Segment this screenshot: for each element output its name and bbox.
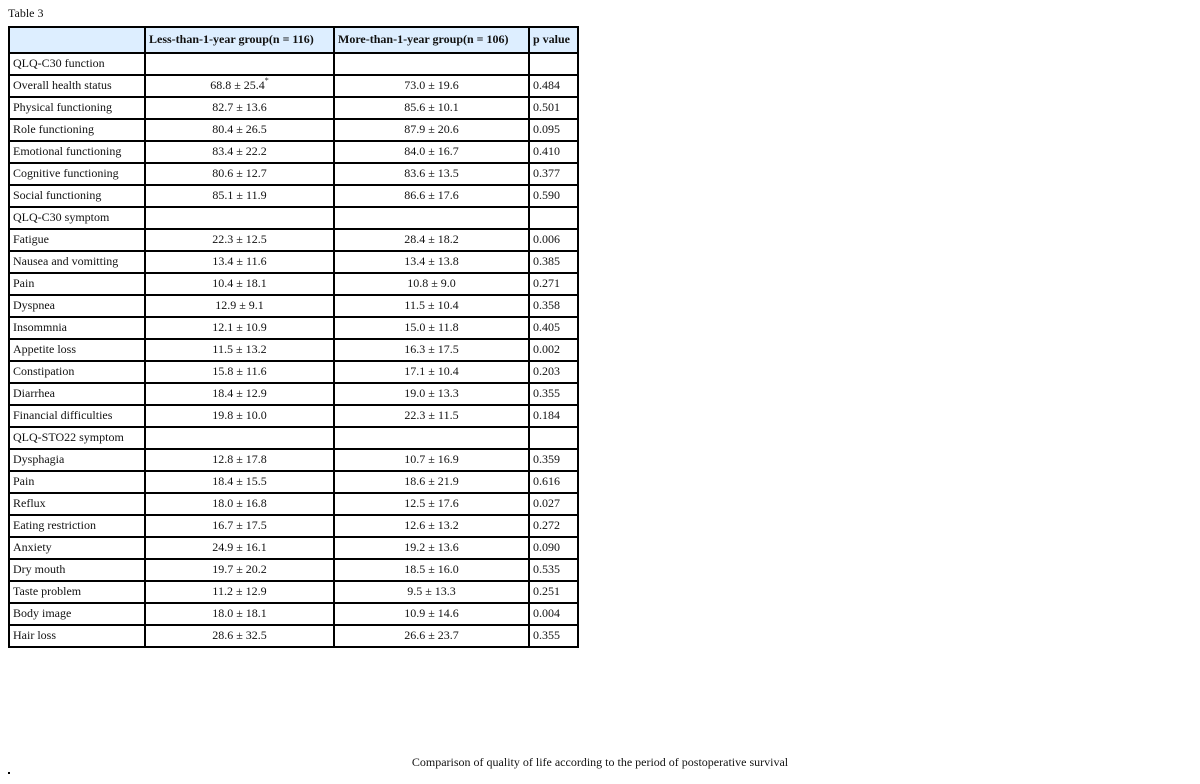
- value-text: 11.5 ± 13.2: [212, 341, 267, 356]
- less-than-1-year-value: [145, 273, 334, 295]
- section-row: [9, 427, 578, 449]
- row-label: Emotional functioning: [9, 141, 145, 163]
- row-label: Cognitive functioning: [9, 163, 145, 185]
- value-text: 22.3 ± 12.5: [212, 231, 267, 246]
- less-than-1-year-value: [145, 603, 334, 625]
- p-value: 0.616: [529, 471, 578, 493]
- row-label: Appetite loss: [9, 339, 145, 361]
- p-value: 0.410: [529, 141, 578, 163]
- table-row: [9, 537, 578, 559]
- less-than-1-year-value: [145, 449, 334, 471]
- table-row: [9, 559, 578, 581]
- p-value: 0.027: [529, 493, 578, 515]
- table-row: [9, 97, 578, 119]
- header-cell-less-than-1-year: Less-than-1-year group(n = 116): [145, 27, 334, 53]
- p-value: 0.535: [529, 559, 578, 581]
- table-row: [9, 229, 578, 251]
- header-cell-more-than-1-year: More-than-1-year group(n = 106): [334, 27, 529, 53]
- value-text: 18.4 ± 12.9: [212, 385, 267, 400]
- section-label: QLQ-C30 symptom: [9, 207, 145, 229]
- less-than-1-year-value: [145, 339, 334, 361]
- more-than-1-year-value: 22.3 ± 11.5: [334, 405, 529, 427]
- more-than-1-year-value: 19.0 ± 13.3: [334, 383, 529, 405]
- less-than-1-year-value: [145, 207, 334, 229]
- p-value: 0.184: [529, 405, 578, 427]
- less-than-1-year-value: [145, 559, 334, 581]
- less-than-1-year-value: [145, 295, 334, 317]
- p-value: 0.359: [529, 449, 578, 471]
- table-caption: Comparison of quality of life according to the period of postoperative survival: [411, 755, 789, 769]
- value-text: 15.8 ± 11.6: [212, 363, 267, 378]
- less-than-1-year-value: [145, 427, 334, 449]
- value-text: 11.2 ± 12.9: [212, 583, 267, 598]
- more-than-1-year-value: 86.6 ± 17.6: [334, 185, 529, 207]
- value-text: 83.4 ± 22.2: [212, 143, 267, 158]
- table-row: [9, 273, 578, 295]
- table-body: [9, 53, 578, 647]
- p-value: 0.006: [529, 229, 578, 251]
- p-value: 0.501: [529, 97, 578, 119]
- less-than-1-year-value: [145, 141, 334, 163]
- row-label: Eating restriction: [9, 515, 145, 537]
- p-value: 0.272: [529, 515, 578, 537]
- value-text: 16.7 ± 17.5: [212, 517, 267, 532]
- less-than-1-year-value: [145, 493, 334, 515]
- p-value: 0.090: [529, 537, 578, 559]
- row-label: Overall health status: [9, 75, 145, 97]
- table-row: [9, 471, 578, 493]
- table-row: [9, 603, 578, 625]
- value-text: 12.8 ± 17.8: [212, 451, 267, 466]
- table-row: [9, 493, 578, 515]
- row-label: Reflux: [9, 493, 145, 515]
- stray-dot: [8, 772, 10, 774]
- header-row: [9, 27, 578, 53]
- p-value: 0.355: [529, 625, 578, 647]
- p-value: 0.484: [529, 75, 578, 97]
- more-than-1-year-value: 87.9 ± 20.6: [334, 119, 529, 141]
- p-value: 0.002: [529, 339, 578, 361]
- footnote-mark: *: [264, 75, 269, 85]
- row-label: Dysphagia: [9, 449, 145, 471]
- value-text: 80.6 ± 12.7: [212, 165, 267, 180]
- table-row: [9, 361, 578, 383]
- less-than-1-year-value: [145, 53, 334, 75]
- table-row: [9, 515, 578, 537]
- p-value: 0.405: [529, 317, 578, 339]
- less-than-1-year-value: [145, 383, 334, 405]
- more-than-1-year-value: 10.8 ± 9.0: [334, 273, 529, 295]
- more-than-1-year-value: 83.6 ± 13.5: [334, 163, 529, 185]
- value-text: 18.0 ± 18.1: [212, 605, 267, 620]
- table-row: [9, 339, 578, 361]
- less-than-1-year-value: [145, 471, 334, 493]
- table-row: [9, 75, 578, 97]
- p-value: [529, 427, 578, 449]
- value-text: 18.4 ± 15.5: [212, 473, 267, 488]
- qol-comparison-table: [8, 26, 579, 648]
- less-than-1-year-value: [145, 361, 334, 383]
- section-row: [9, 53, 578, 75]
- header-cell-p-value: p value: [529, 27, 578, 53]
- more-than-1-year-value: 17.1 ± 10.4: [334, 361, 529, 383]
- value-text: 85.1 ± 11.9: [212, 187, 267, 202]
- row-label: Insommnia: [9, 317, 145, 339]
- p-value: [529, 53, 578, 75]
- table-row: [9, 185, 578, 207]
- less-than-1-year-value: [145, 251, 334, 273]
- more-than-1-year-value: 11.5 ± 10.4: [334, 295, 529, 317]
- value-text: 68.8 ± 25.4: [210, 77, 265, 92]
- table-row: [9, 251, 578, 273]
- table-row: [9, 295, 578, 317]
- section-row: [9, 207, 578, 229]
- value-text: 19.7 ± 20.2: [212, 561, 267, 576]
- row-label: Hair loss: [9, 625, 145, 647]
- table-row: [9, 163, 578, 185]
- p-value: 0.590: [529, 185, 578, 207]
- table-row: [9, 141, 578, 163]
- row-label: Fatigue: [9, 229, 145, 251]
- row-label: Diarrhea: [9, 383, 145, 405]
- value-text: 19.8 ± 10.0: [212, 407, 267, 422]
- value-text: 10.4 ± 18.1: [212, 275, 267, 290]
- p-value: 0.251: [529, 581, 578, 603]
- less-than-1-year-value: [145, 537, 334, 559]
- more-than-1-year-value: 16.3 ± 17.5: [334, 339, 529, 361]
- more-than-1-year-value: 13.4 ± 13.8: [334, 251, 529, 273]
- row-label: Pain: [9, 471, 145, 493]
- row-label: Dyspnea: [9, 295, 145, 317]
- less-than-1-year-value: [145, 119, 334, 141]
- more-than-1-year-value: 18.6 ± 21.9: [334, 471, 529, 493]
- less-than-1-year-value: [145, 317, 334, 339]
- row-label: Taste problem: [9, 581, 145, 603]
- row-label: Financial difficulties: [9, 405, 145, 427]
- p-value: [529, 207, 578, 229]
- more-than-1-year-value: 73.0 ± 19.6: [334, 75, 529, 97]
- value-text: 12.9 ± 9.1: [215, 297, 264, 312]
- value-text: 82.7 ± 13.6: [212, 99, 267, 114]
- table-row: [9, 383, 578, 405]
- table-row: [9, 625, 578, 647]
- row-label: Anxiety: [9, 537, 145, 559]
- more-than-1-year-value: 10.9 ± 14.6: [334, 603, 529, 625]
- row-label: Nausea and vomitting: [9, 251, 145, 273]
- row-label: Physical functioning: [9, 97, 145, 119]
- row-label: Body image: [9, 603, 145, 625]
- p-value: 0.358: [529, 295, 578, 317]
- row-label: Constipation: [9, 361, 145, 383]
- more-than-1-year-value: [334, 427, 529, 449]
- table-row: [9, 119, 578, 141]
- p-value: 0.004: [529, 603, 578, 625]
- value-text: 18.0 ± 16.8: [212, 495, 267, 510]
- less-than-1-year-value: [145, 515, 334, 537]
- value-text: 24.9 ± 16.1: [212, 539, 267, 554]
- more-than-1-year-value: 84.0 ± 16.7: [334, 141, 529, 163]
- less-than-1-year-value: [145, 405, 334, 427]
- more-than-1-year-value: 12.6 ± 13.2: [334, 515, 529, 537]
- less-than-1-year-value: [145, 229, 334, 251]
- value-text: 13.4 ± 11.6: [212, 253, 267, 268]
- p-value: 0.271: [529, 273, 578, 295]
- p-value: 0.355: [529, 383, 578, 405]
- row-label: Role functioning: [9, 119, 145, 141]
- table-row: [9, 317, 578, 339]
- less-than-1-year-value: [145, 97, 334, 119]
- table-label: Table 3: [8, 6, 44, 20]
- less-than-1-year-value: [145, 75, 334, 97]
- more-than-1-year-value: 9.5 ± 13.3: [334, 581, 529, 603]
- header-cell-item: [9, 27, 145, 53]
- more-than-1-year-value: 28.4 ± 18.2: [334, 229, 529, 251]
- table-row: [9, 449, 578, 471]
- more-than-1-year-value: 85.6 ± 10.1: [334, 97, 529, 119]
- table-row: [9, 581, 578, 603]
- more-than-1-year-value: 26.6 ± 23.7: [334, 625, 529, 647]
- less-than-1-year-value: [145, 581, 334, 603]
- less-than-1-year-value: [145, 185, 334, 207]
- more-than-1-year-value: [334, 53, 529, 75]
- value-text: 12.1 ± 10.9: [212, 319, 267, 334]
- row-label: Pain: [9, 273, 145, 295]
- p-value: 0.203: [529, 361, 578, 383]
- value-text: 28.6 ± 32.5: [212, 627, 267, 642]
- more-than-1-year-value: 12.5 ± 17.6: [334, 493, 529, 515]
- p-value: 0.095: [529, 119, 578, 141]
- more-than-1-year-value: 15.0 ± 11.8: [334, 317, 529, 339]
- value-text: 80.4 ± 26.5: [212, 121, 267, 136]
- section-label: QLQ-STO22 symptom: [9, 427, 145, 449]
- less-than-1-year-value: [145, 625, 334, 647]
- more-than-1-year-value: 18.5 ± 16.0: [334, 559, 529, 581]
- section-label: QLQ-C30 function: [9, 53, 145, 75]
- less-than-1-year-value: [145, 163, 334, 185]
- more-than-1-year-value: 10.7 ± 16.9: [334, 449, 529, 471]
- p-value: 0.377: [529, 163, 578, 185]
- more-than-1-year-value: [334, 207, 529, 229]
- table-row: [9, 405, 578, 427]
- row-label: Social functioning: [9, 185, 145, 207]
- p-value: 0.385: [529, 251, 578, 273]
- row-label: Dry mouth: [9, 559, 145, 581]
- more-than-1-year-value: 19.2 ± 13.6: [334, 537, 529, 559]
